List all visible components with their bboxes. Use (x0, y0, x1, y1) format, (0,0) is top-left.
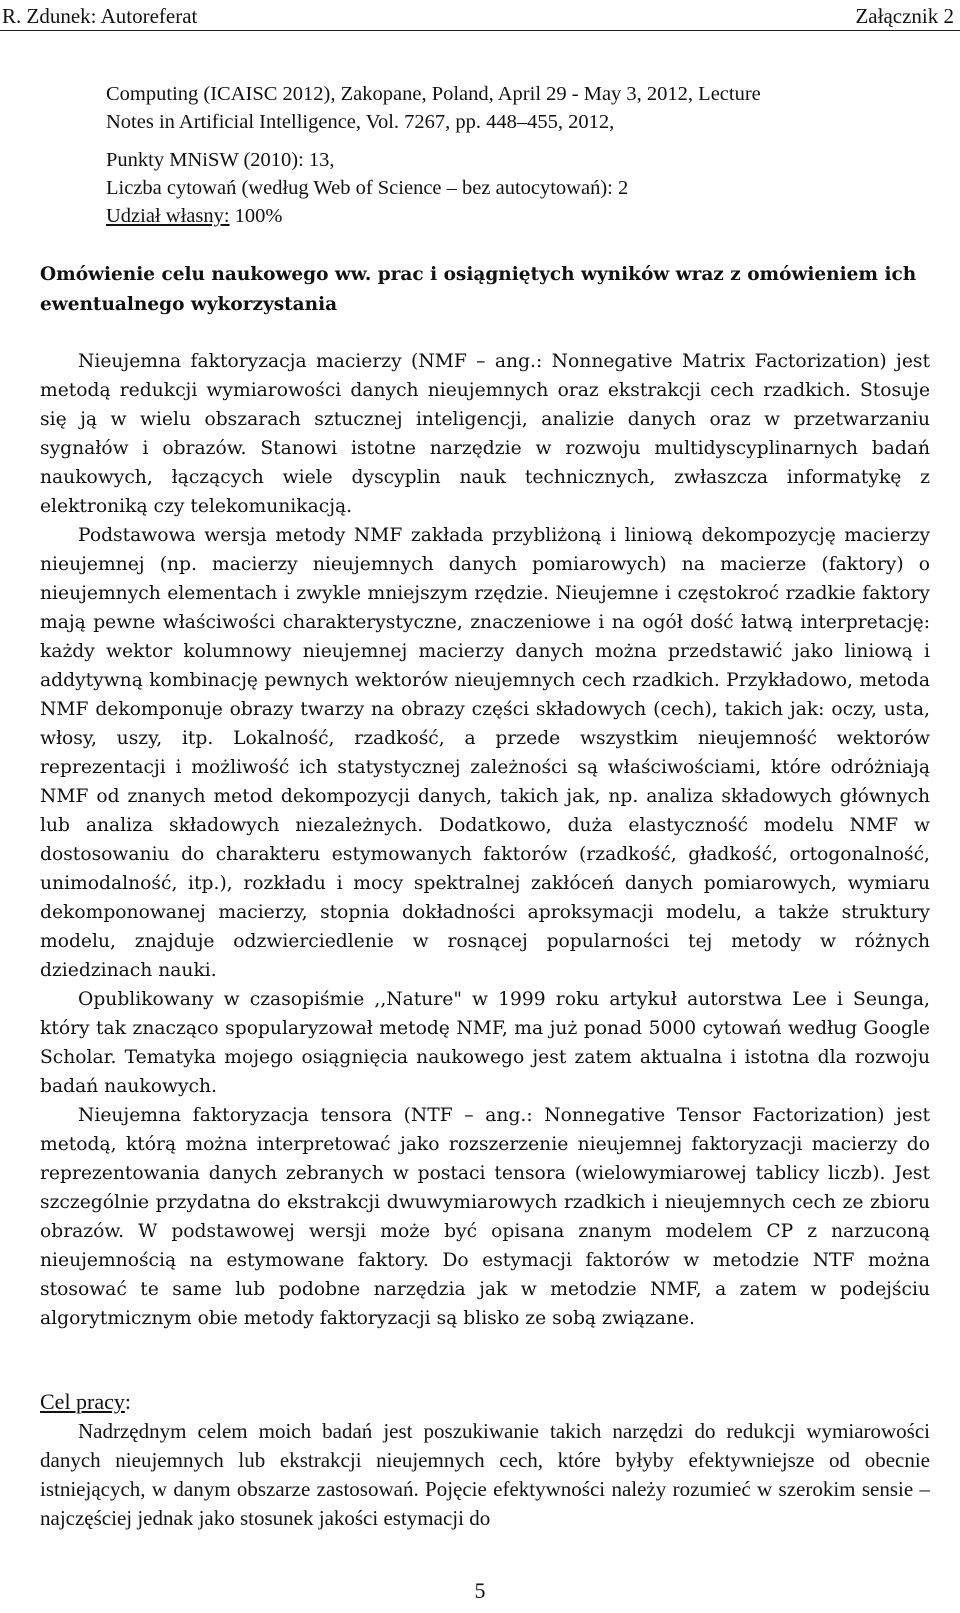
header-attachment: Załącznik 2 (855, 4, 954, 28)
page-number: 5 (474, 1578, 486, 1603)
paragraph-nature: Opublikowany w czasopiśmie ,,Nature" w 1999 roku artykuł autorstwa Lee i Seunga, który tak znacząco spopularyzował metodę NMF, ma już ponad 5000 cytowań według Google Scholar. Tematyka mojego osiągnięcia naukowego jest zatem aktualna i istotna dla rozwoju badań naukowych. (40, 989, 930, 1097)
paragraph-ntf: Nieujemna faktoryzacja tensora (NTF – ang.: Nonnegative Tensor Factorization) jest metodą, którą można interpretować jako rozszerzenie nieujemnej faktoryzacji macierzy do reprezentowania danych zebranych w postaci tensora (wielowymiarowej tablicy liczb). Jest szczególnie przydatna do ekstrakcji dwuwymiarowych rzadkich i nieujemnych cech ze zbioru obrazów. W podstawowej wersji może być opisana znanym modelem CP z narzuconą nieujemnością na estymowane faktory. Do estymacji faktorów w metodzie NTF można stosować te same lub podobne narzędzia jak w metodzie NMF, a zatem w podejściu algorytmicznym obie metody faktoryzacji są blisko ze sobą związane. (40, 1105, 930, 1329)
points-line: Punkty MNiSW (2010): 13, (106, 149, 335, 171)
share-label: Udział własny: (106, 205, 230, 227)
goal-paragraph: Nadrzędnym celem moich badań jest poszukiwanie takich narzędzi do redukcji wymiarowości danych nieujemnych lub ekstrakcji nieujemnych cech, które byłyby efektywniejsze od obecnie istniejących, w danym obszarze zastosowań. Pojęcie efektywności należy rozumieć w szerokim sensie – najczęściej jednak jako stosunek jakości estymacji do (40, 1419, 930, 1530)
page-content (40, 80, 930, 1533)
paragraph-nmf-intro: Nieujemna faktoryzacja macierzy (NMF – ang.: Nonnegative Matrix Factorization) jest metodą redukcji wymiarowości danych nieujemnych oraz ekstrakcji cech rzadkich. Stosuje się ją w wielu obszarach sztucznej inteligencji, analizie danych oraz w przetwarzaniu sygnałów i obrazów. Stanowi istotne narzędzie w rozwoju multidyscyplinarnych badań naukowych, łączących wiele dyscyplin nauk technicznych, zwłaszcza informatykę z elektroniką czy telekomunikacją. (40, 351, 930, 517)
reference-block (106, 80, 930, 230)
header-author: R. Zdunek: Autoreferat (2, 4, 198, 28)
share-line (106, 202, 930, 230)
reference-line-1: Computing (ICAISC 2012), Zakopane, Poland, April 29 - May 3, 2012, Lecture (106, 83, 761, 105)
reference-line-2: Notes in Artificial Intelligence, Vol. 7267, pp. 448–455, 2012, (106, 111, 615, 133)
paragraph-nmf-basic: Podstawowa wersja metody NMF zakłada przybliżoną i liniową dekompozycję macierzy nieujemnej (np. macierzy nieujemnych danych pomiarowych) na macierze (faktory) o nieujemnych elementach i zwykle mniejszym rzędzie. Nieujemne i częstokroć rzadkie faktory mają pewne właściwości charakterystyczne, znaczeniowe i na ogół dość łatwą interpretację: każdy wektor kolumnowy nieujemnej macierzy danych można przedstawić jako liniową i addytywną kombinację pewnych wektorów nieujemnych cech rzadkich. Przykładowo, metoda NMF dekomponuje obrazy twarzy na obrazy części składowych (cech), takich jak: oczy, usta, włosy, uszy, itp. Lokalność, rzadkość, a przede wszystkim nieujemność wektorów reprezentacji i możliwość ich statystycznej zależności są właściwościami, które odróżniają NMF od znanych metod dekompozycji danych, takich jak, np. analiza składowych głównych lub analiza składowych niezależnych. Dodatkowo, duża elastyczność modelu NMF w dostosowaniu do charakteru estymowanych faktorów (rzadkość, gładkość, ortogonalność, unimodalność, itp.), rozkładu i mocy spektralnej zakłóceń danych pomiarowych, wymiaru dekomponowanej macierzy, stopnia dokładności aproksymacji modelu, a także struktury modelu, znajduje odzwierciedlenie w rosnącej popularności tej metody w różnych dziedzinach nauki. (40, 525, 930, 981)
section-title: Omówienie celu naukowego ww. prac i osiągniętych wyników wraz z omówieniem ich ewentualnego wykorzystania (40, 264, 917, 315)
citations-line: Liczba cytowań (według Web of Science – bez autocytowań): 2 (106, 177, 629, 199)
header-rule (0, 30, 960, 31)
goal-title: Cel pracy: (40, 1389, 132, 1414)
page-header (0, 0, 960, 34)
share-value: 100% (229, 205, 283, 227)
